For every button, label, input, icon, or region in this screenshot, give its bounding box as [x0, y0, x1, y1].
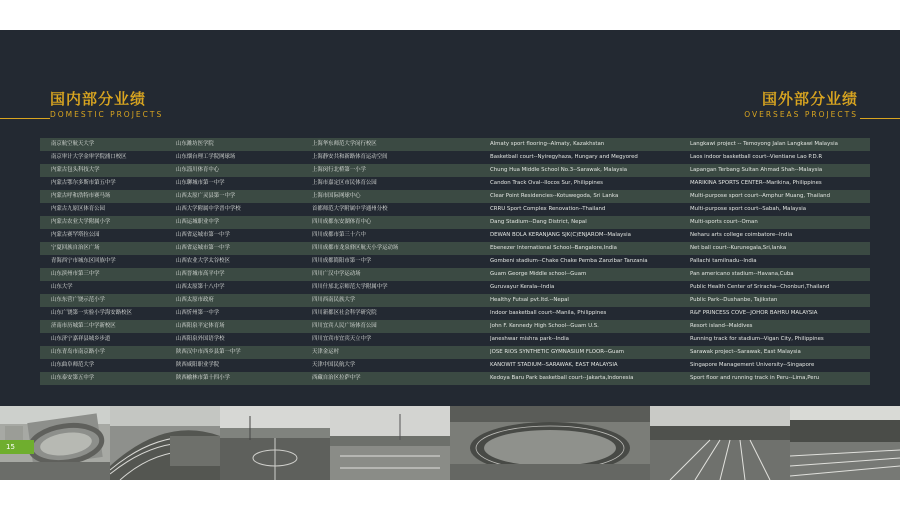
table-row [40, 164, 870, 177]
domestic-project-cell: 山西省运城市第一中学 [176, 232, 230, 238]
photo-basketball-court [220, 406, 330, 480]
domestic-project-cell: 四川宜宾市宜宾天立中学 [312, 336, 372, 342]
page-number: 15 [0, 440, 34, 454]
domestic-project-cell: 四川广汉中学运动场 [312, 271, 361, 277]
domestic-project-cell: 山东潍坊医学院 [176, 141, 214, 147]
overseas-project-cell: DEWAN BOLA KERANJANG SJK(C)ENJAROM--Malaysia [490, 232, 631, 238]
table-row [40, 346, 870, 359]
overseas-project-cell: MARIKINA SPORTS CENTER--Marikina, Philippines [690, 180, 822, 186]
domestic-project-cell: 青海西宁市城东区回族中学 [51, 258, 116, 264]
table-row [40, 359, 870, 372]
overseas-project-cell: Multi-purpose sport court--Amphur Muang, Thailand [690, 193, 830, 199]
overseas-project-cell: Multi-purpose sport court--Sabah, Malaysia [690, 206, 807, 212]
domestic-title-zh: 国内部分业绩 [50, 90, 147, 108]
overseas-project-cell: John F. Kennedy High School--Guam U.S. [490, 323, 599, 329]
domestic-project-cell: 山东青岛市南京路小学 [51, 349, 105, 355]
domestic-project-cell: 山西晋城市高平中学 [176, 271, 225, 277]
overseas-project-cell: Singapore Management University--Singapore [690, 362, 815, 368]
overseas-project-cell: Ebenezer International School--Bangalore,India [490, 245, 617, 251]
table-row [40, 281, 870, 294]
photo-running-track-aerial [450, 406, 650, 480]
domestic-project-cell: 山东滨州市第三中学 [51, 271, 100, 277]
table-row [40, 190, 870, 203]
domestic-project-cell: 山西太原广灵县第一中学 [176, 193, 236, 199]
domestic-project-cell: 内蒙古九原区体育公园 [51, 206, 105, 212]
domestic-project-cell: 济南市历城第二中学新校区 [51, 323, 116, 329]
overseas-project-cell: Guam George Middle school--Guam [490, 271, 587, 277]
overseas-project-cell: R&F PRINCESS COVE--JOHOR BAHRU MALAYSIA [690, 310, 818, 316]
overseas-project-cell: Gombeni stadium--Chake Chake Pemba Zanzibar Tanzania [490, 258, 648, 264]
domestic-project-cell: 四川宜宾人民广场体育公园 [312, 323, 377, 329]
domestic-project-cell: 山西大学附属中学晋中学校 [176, 206, 241, 212]
overseas-project-cell: Neharu arts college coimbatore--India [690, 232, 793, 238]
table-row [40, 372, 870, 385]
domestic-project-cell: 上海华东师范大学闵行校区 [312, 141, 377, 147]
table-row [40, 307, 870, 320]
overseas-project-cell: Clear Point Residencies--Kotuwegoda, Sri Lanka [490, 193, 619, 199]
domestic-project-cell: 山西运城职业中学 [176, 219, 220, 225]
overseas-heading [744, 90, 858, 119]
overseas-project-cell: Pan americano stadium--Havana,Cuba [690, 271, 794, 277]
table-row [40, 151, 870, 164]
domestic-project-cell: 南京审计大学金审学院浦口校区 [51, 154, 127, 160]
domestic-project-cell: 山西农业大学太谷校区 [176, 258, 230, 264]
domestic-project-cell: 山西省运城市第一中学 [176, 245, 230, 251]
domestic-project-cell: 山西太原市政府 [176, 297, 214, 303]
domestic-project-cell: 上海闵行北桥第一小学 [312, 167, 366, 173]
overseas-project-cell: CRRU Sport Complex Renovation--Thailand [490, 206, 606, 212]
domestic-project-cell: 山东淄川体育中心 [176, 167, 220, 173]
photo-strip [0, 406, 900, 480]
overseas-project-cell: Guruvayur Kerala--India [490, 284, 555, 290]
overseas-project-cell: KANOWIT STADIUM--SARAWAK, EAST MALAYSIA [490, 362, 618, 368]
overseas-title-en: OVERSEAS PROJECTS [744, 110, 858, 119]
overseas-project-cell: Chung Hua Middle School No.3--Sarawak, Malaysia [490, 167, 628, 173]
domestic-project-cell: 南京航空航天大学 [51, 141, 95, 147]
overseas-project-cell: Multi-sports court--Oman [690, 219, 758, 225]
domestic-project-cell: 内蒙古呼和浩特市赛马场 [51, 193, 111, 199]
table-row [40, 138, 870, 151]
projects-table [40, 138, 870, 385]
photo-track-curve [110, 406, 220, 480]
domestic-project-cell: 上海市嘉定区市民体育公园 [312, 180, 377, 186]
overseas-project-cell: Janeshwar mishra park--India [490, 336, 569, 342]
domestic-project-cell: 上海静安共和新路体育运动空间 [312, 154, 388, 160]
table-row [40, 320, 870, 333]
table-row [40, 242, 870, 255]
heading-rule-right [860, 118, 900, 119]
domestic-project-cell: 内蒙古包头科技大学 [51, 167, 100, 173]
domestic-project-cell: 山西阳泉平定体育场 [176, 323, 225, 329]
photo-tennis-courts [330, 406, 450, 480]
domestic-project-cell: 四川成都东安湖体育中心 [312, 219, 372, 225]
domestic-project-cell: 天津中国民航大学 [312, 362, 356, 368]
overseas-project-cell: Sport floor and running track in Peru--Lima,Peru [690, 375, 820, 381]
domestic-project-cell: 四川成都市第三十六中 [312, 232, 366, 238]
photo-grandstand-track [790, 406, 900, 480]
domestic-title-en: DOMESTIC PROJECTS [50, 110, 164, 119]
domestic-heading [50, 90, 163, 119]
overseas-project-cell: Almaty sport flooring--Almaty, Kazakhstan [490, 141, 605, 147]
overseas-project-cell: Laos indoor basketball court--Vientiane Lao P.D.R [690, 154, 823, 160]
overseas-project-cell: Langkawi project -- Temoyong Jalan Langkawi Malaysia [690, 141, 838, 147]
domestic-project-cell: 山西忻州第一中学 [176, 310, 220, 316]
domestic-project-cell: 山东广饶第一实验小学海安路校区 [51, 310, 132, 316]
domestic-project-cell: 山东曲阜师范大学 [51, 362, 95, 368]
domestic-project-cell: 内蒙古赛罕塔拉公园 [51, 232, 100, 238]
domestic-project-cell: 内蒙古鄂尔多斯市第五中学 [51, 180, 116, 186]
photo-track-lanes [650, 406, 790, 480]
domestic-project-cell: 内蒙古农业大学附属小学 [51, 219, 111, 225]
overseas-project-cell: Sarawak project--Sarawak, East Malaysia [690, 349, 801, 355]
domestic-project-cell: 西藏自治区拉萨中学 [312, 375, 361, 381]
domestic-project-cell: 四川成都市龙泉驿区航天小学运动场 [312, 245, 399, 251]
overseas-project-cell: Public Health Center of Sriracha--Chonburi,Thailand [690, 284, 830, 290]
overseas-project-cell: Dang Stadium--Dang District, Nepal [490, 219, 587, 225]
overseas-project-cell: Healthy Futsal pvt.ltd.--Nepal [490, 297, 569, 303]
domestic-project-cell: 四川西南民族大学 [312, 297, 356, 303]
domestic-project-cell: 山东聊城市第一中学 [176, 180, 225, 186]
domestic-project-cell: 四川什邡北京师范大学附属中学 [312, 284, 388, 290]
overseas-project-cell: Kedoya Baru Park basketball court--Jakarta,Indonesia [490, 375, 634, 381]
domestic-project-cell: 陕西咸阳职业学院 [176, 362, 220, 368]
overseas-project-cell: Net ball court--Kurunegala,Sri,lanka [690, 245, 787, 251]
table-row [40, 255, 870, 268]
overseas-project-cell: Pallachi tamilnadu--India [690, 258, 757, 264]
table-row [40, 177, 870, 190]
domestic-project-cell: 四川新都区社会科学研究院 [312, 310, 377, 316]
domestic-project-cell: 首都师范大学附属中学通州分校 [312, 206, 388, 212]
table-row [40, 333, 870, 346]
heading-rule-left [0, 118, 50, 119]
overseas-project-cell: Public Park--Dushanbe, Tajikstan [690, 297, 778, 303]
domestic-project-cell: 陕西榆林市第十四小学 [176, 375, 230, 381]
table-row [40, 216, 870, 229]
domestic-project-cell: 山东东营广饶示范小学 [51, 297, 105, 303]
table-row [40, 203, 870, 216]
table-row [40, 268, 870, 281]
brochure-page [0, 30, 900, 480]
domestic-project-cell: 宁夏回族自治区广场 [51, 245, 100, 251]
domestic-project-cell: 山东济宁嘉祥县城乡步道 [51, 336, 111, 342]
domestic-project-cell: 四川成都简阳市第一中学 [312, 258, 372, 264]
table-row [40, 229, 870, 242]
overseas-project-cell: JOSE RIOS SYNTHETIC GYMNASIUM FLOOR--Guam [490, 349, 625, 355]
overseas-project-cell: Indoor basketball court--Manila, Philippines [490, 310, 607, 316]
overseas-project-cell: Running track for stadium--Vigan City, Philippines [690, 336, 824, 342]
overseas-project-cell: Basketball court--Nyiregyhaza, Hungary and Megyored [490, 154, 638, 160]
domestic-project-cell: 山东泰安第五中学 [51, 375, 95, 381]
domestic-project-cell: 山东烟台理工学院网球场 [176, 154, 236, 160]
domestic-project-cell: 山西阳泉外国语学校 [176, 336, 225, 342]
overseas-project-cell: Lapangan Terbang Sultan Ahmad Shah--Malaysia [690, 167, 823, 173]
domestic-project-cell: 上海市国际网球中心 [312, 193, 361, 199]
overseas-title-zh: 国外部分业绩 [761, 90, 858, 108]
domestic-project-cell: 山东大学 [51, 284, 73, 290]
overseas-project-cell: Candon Track Oval--Ilocos Sur, Philippines [490, 180, 603, 186]
overseas-project-cell: Resort island--Maldives [690, 323, 753, 329]
domestic-project-cell: 山西太原第十八中学 [176, 284, 225, 290]
table-row [40, 294, 870, 307]
domestic-project-cell: 天津金运村 [312, 349, 339, 355]
domestic-project-cell: 陕西汉中市西乡县第一中学 [176, 349, 241, 355]
